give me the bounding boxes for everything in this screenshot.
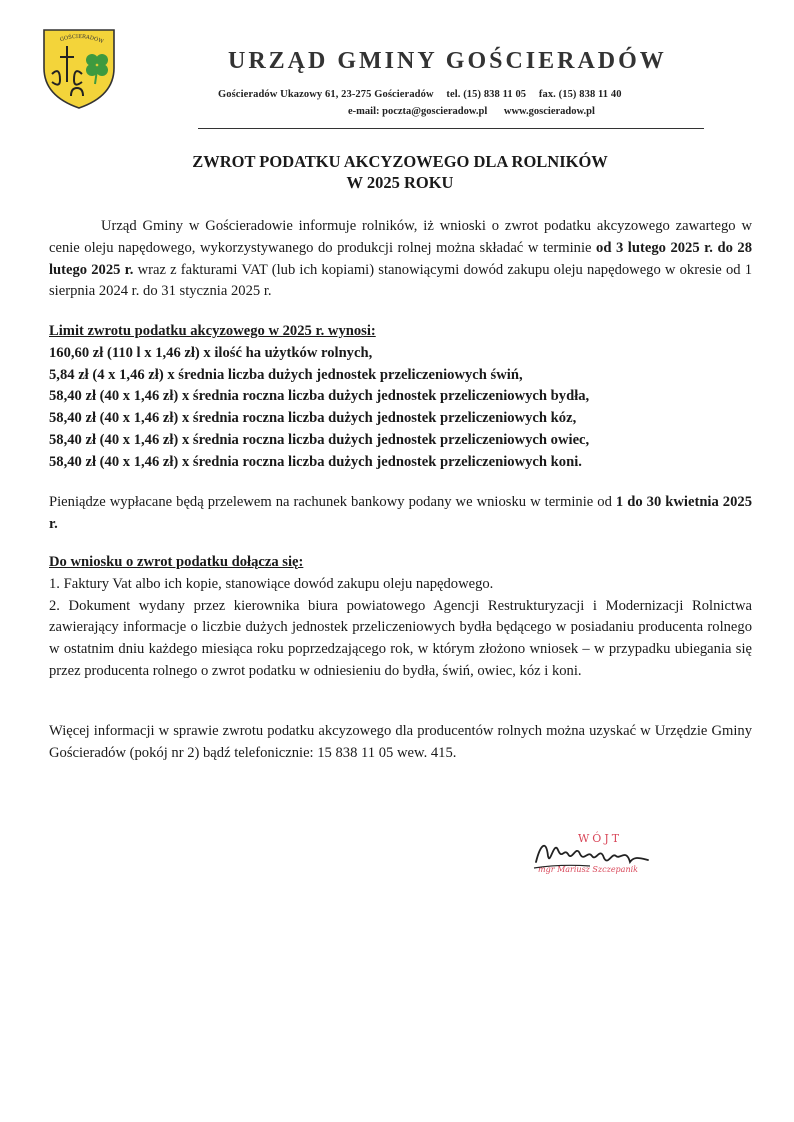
limit-item: 58,40 zł (40 x 1,46 zł) x średnia roczna liczba dużych jednostek przeliczeniowych koni. xyxy=(49,453,582,470)
office-name: URZĄD GMINY GOŚCIERADÓW xyxy=(228,48,667,74)
address: Gościeradów Ukazowy 61, 23-275 Gościeradów xyxy=(218,89,434,100)
website[interactable]: www.goscieradow.pl xyxy=(503,106,595,117)
municipality-crest xyxy=(40,24,118,110)
limit-item: 160,60 zł (110 l x 1,46 zł) x ilość ha użytków rolnych, xyxy=(49,344,373,361)
stamp-title: WÓJT xyxy=(578,832,623,845)
intro-deadline: od 3 lutego 2025 r. do 28 lutego 2025 r. xyxy=(49,239,753,278)
stamp-name: mgr Mariusz Szczepanik xyxy=(538,865,639,874)
payment-dates: 1 do 30 kwietnia 2025 r. xyxy=(49,494,752,532)
limits-heading: Limit zwrotu podatku akcyzowego w 2025 r. wynosi: xyxy=(49,323,376,339)
intro-paragraph xyxy=(49,216,752,303)
payment-text: Pieniądze wypłacane będą przelewem na rachunek bankowy podany we wniosku w terminie od xyxy=(49,494,616,510)
crest-text: GOŚCIERADÓW xyxy=(59,33,105,46)
more-info-paragraph: Więcej informacji w sprawie zwrotu podatku akcyzowego dla producentów rolnych można uzyskać w Urzędzie Gminy Gościeradów (pokój nr 2) bądź telefonicznie: 15 838 11 05 wew. 415. xyxy=(49,723,752,761)
contact-line-2 xyxy=(348,106,609,117)
header-divider xyxy=(198,128,704,129)
attachments-heading: Do wniosku o zwrot podatku dołącza się: xyxy=(49,554,304,570)
payment-paragraph xyxy=(49,492,752,536)
phone: tel. (15) 838 11 05 xyxy=(446,89,527,100)
limit-item: 58,40 zł (40 x 1,46 zł) x średnia roczna liczba dużych jednostek przeliczeniowych kóz, xyxy=(49,410,577,427)
attachments-section xyxy=(49,552,752,683)
limit-item: 5,84 zł (4 x 1,46 zł) x średnia liczba dużych jednostek przeliczeniowych świń, xyxy=(49,366,523,383)
fax: fax. (15) 838 11 40 xyxy=(538,89,622,100)
title-line-2: W 2025 ROKU xyxy=(346,173,454,192)
email: e-mail: poczta@goscieradow.pl xyxy=(348,106,488,117)
limit-item: 58,40 zł (40 x 1,46 zł) x średnia roczna liczba dużych jednostek przeliczeniowych owiec, xyxy=(49,431,590,448)
handwritten-signature xyxy=(536,846,648,862)
signature-stamp xyxy=(530,826,680,882)
attachment-item: 1. Faktury Vat albo ich kopie, stanowiące dowód zakupu oleju napędowego. xyxy=(49,575,494,592)
attachment-item: 2. Dokument wydany przez kierownika biura powiatowego Agencji Restrukturyzacji i Modernizacji Rolnictwa zawierający informacje o liczbie dużych jednostek przeliczeniowych bydła będącego w posiadaniu producenta rolnego w ostatnim dniu każdego miesiąca roku poprzedzającego rok, w którym złożono wniosek – w przypadku ubiegania się przez producenta rolnego o zwrot podatku w odniesieniu do bydła, świń, owiec, kóz i koni. xyxy=(49,597,752,679)
document-title xyxy=(100,151,700,193)
intro-text-b: wraz z fakturami VAT (lub ich kopiami) stanowiącymi dowód zakupu oleju napędowego w okresie od 1 sierpnia 2024 r. do 31 stycznia 2025 r. xyxy=(49,261,752,300)
limit-item: 58,40 zł (40 x 1,46 zł) x średnia roczna liczba dużych jednostek przeliczeniowych bydła, xyxy=(49,388,590,405)
intro-text-a: Urząd Gminy w Gościeradowie informuje rolników, iż wnioski o zwrot podatku akcyzowego zawartego w cenie oleju napędowego, wykorzystywanego do produkcji rolnej można składać w terminie xyxy=(49,218,752,256)
title-line-1: ZWROT PODATKU AKCYZOWEGO DLA ROLNIKÓW xyxy=(192,152,608,171)
limits-section xyxy=(49,321,752,474)
contact-line xyxy=(218,89,632,100)
